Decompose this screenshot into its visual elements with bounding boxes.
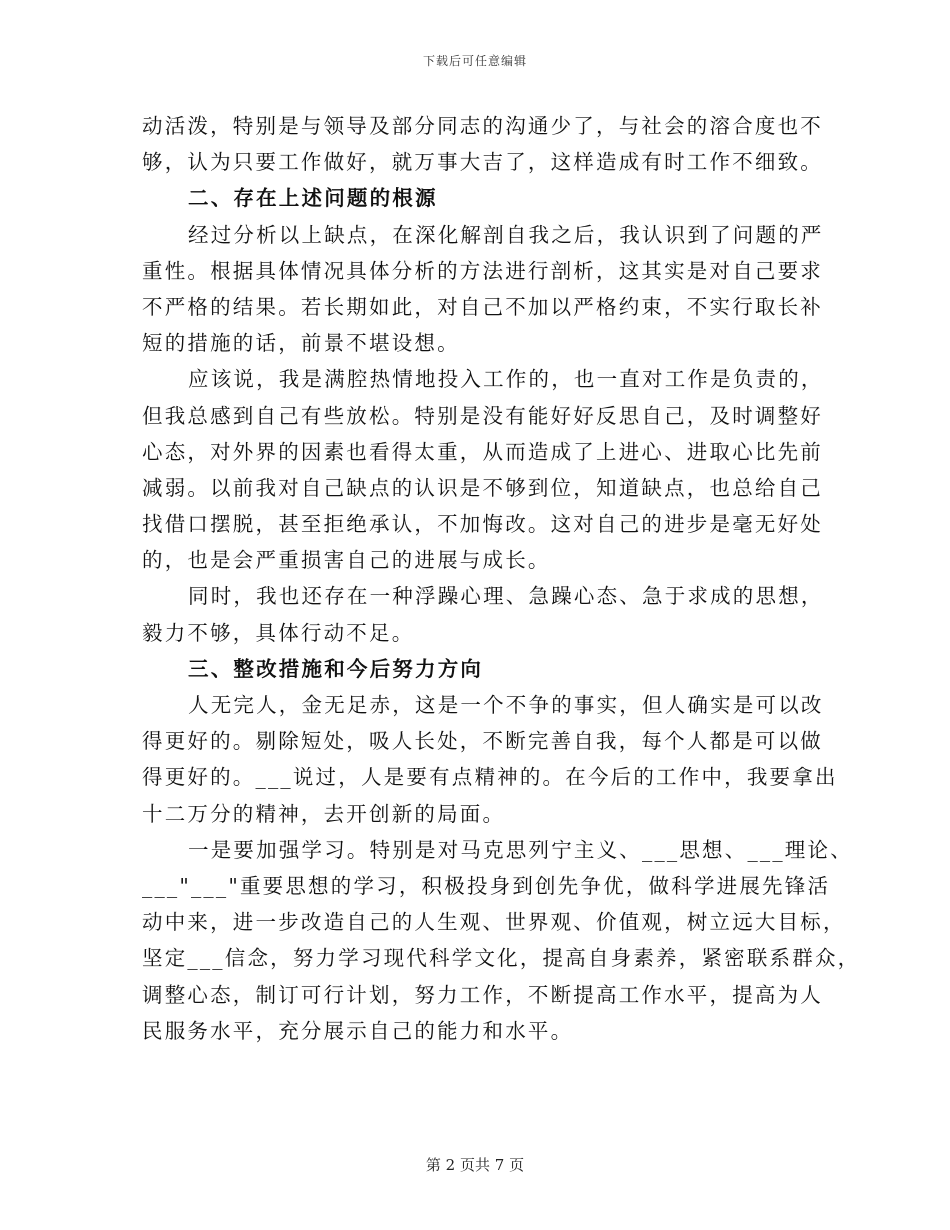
body-text-line: 经过分析以上缺点，在深化解剖自我之后，我认识到了问题的严 — [188, 222, 824, 247]
body-text-line: 得更好的。___说过，人是要有点精神的。在今后的工作中，我要拿出 — [142, 765, 838, 790]
body-text-line: 短的措施的话，前景不堪设想。 — [142, 331, 460, 356]
body-text-line: 一是要加强学习。特别是对马克思列宁主义、___思想、___理论、 — [188, 837, 853, 862]
body-text-line: 动中来，进一步改造自己的人生观、世界观、价值观，树立远大目标， — [142, 910, 846, 935]
section-heading: 三、整改措施和今后努力方向 — [188, 656, 484, 681]
body-text-line: 得更好的。剔除短处，吸人长处，不断完善自我，每个人都是可以做 — [142, 729, 823, 754]
section-heading: 二、存在上述问题的根源 — [188, 186, 438, 211]
body-text-line: 找借口摆脱，甚至拒绝承认，不加悔改。这对自己的进步是毫无好处 — [142, 512, 823, 537]
body-text-line: 毅力不够，具体行动不足。 — [142, 620, 415, 645]
body-text-line: 同时，我也还存在一种浮躁心理、急躁心态、急于求成的思想， — [188, 584, 824, 609]
body-text-line: 不严格的结果。若长期如此，对自己不加以严格约束，不实行取长补 — [142, 294, 823, 319]
body-text-line: 调整心态，制订可行计划，努力工作，不断提高工作水平，提高为人 — [142, 982, 823, 1007]
body-text-line: 够，认为只要工作做好，就万事大吉了，这样造成有时工作不细致。 — [142, 150, 823, 175]
page-footer: 第 2 页共 7 页 — [425, 1156, 525, 1174]
body-text-line: 心态，对外界的因素也看得太重，从而造成了上进心、进取心比先前 — [142, 439, 823, 464]
body-text-line: ___"___"重要思想的学习，积极投身到创先争优，做科学进展先锋活 — [142, 873, 831, 898]
body-text-line: 应该说，我是满腔热情地投入工作的，也一直对工作是负责的， — [188, 367, 824, 392]
document-body — [142, 108, 861, 1049]
body-text-line: 民服务水平，充分展示自己的能力和水平。 — [142, 1018, 574, 1043]
body-text-line: 减弱。以前我对自己缺点的认识是不够到位，知道缺点，也总给自己 — [142, 475, 823, 500]
body-text-line: 重性。根据具体情况具体分析的方法进行剖析，这其实是对自己要求 — [142, 258, 823, 283]
body-text-line: 但我总感到自己有些放松。特别是没有能好好反思自己，及时调整好 — [142, 403, 823, 428]
body-text-line: 的，也是会严重损害自己的进展与成长。 — [142, 548, 551, 573]
body-text-line: 动活泼，特别是与领导及部分同志的沟通少了，与社会的溶合度也不 — [142, 114, 823, 138]
page-header: 下载后可任意编辑 — [422, 54, 527, 68]
body-text-line: 坚定___信念，努力学习现代科学文化，提高自身素养，紧密联系群众， — [142, 946, 861, 971]
body-text-line: 人无完人，金无足赤，这是一个不争的事实，但人确实是可以改 — [188, 693, 824, 717]
body-text-line: 十二万分的精神，去开创新的局面。 — [142, 801, 506, 826]
